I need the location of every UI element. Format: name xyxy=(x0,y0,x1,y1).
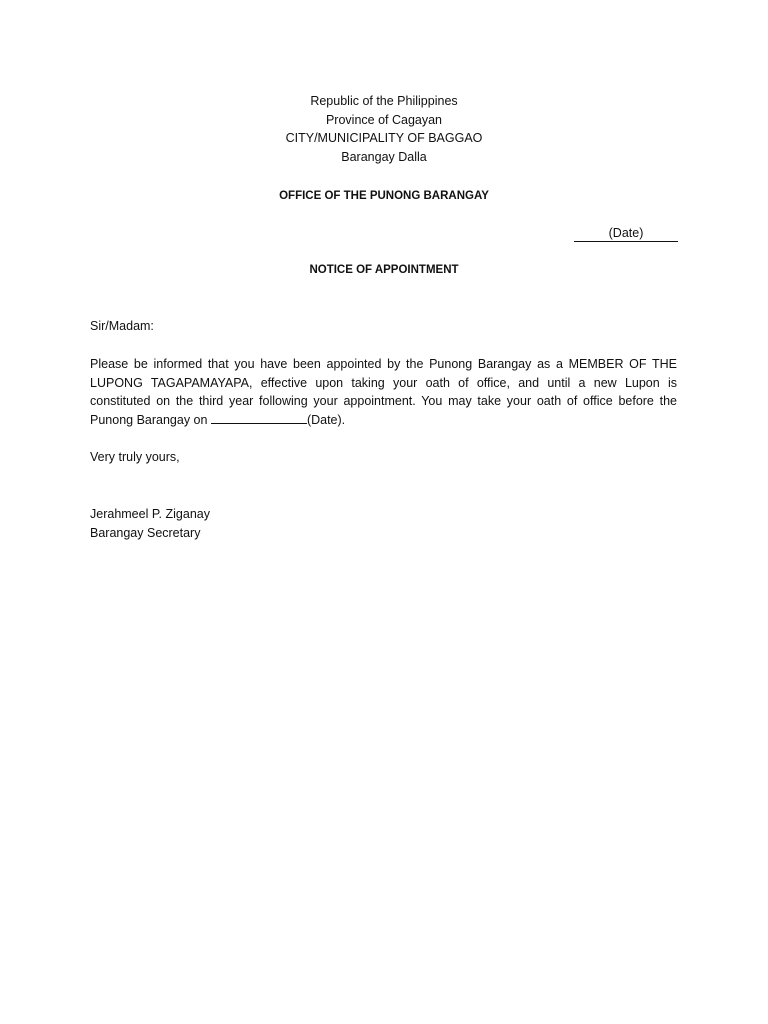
letterhead xyxy=(0,92,768,167)
notice-title: NOTICE OF APPOINTMENT xyxy=(309,264,459,276)
letterhead-province: Province of Cagayan xyxy=(325,112,443,127)
body-line: Please be informed that you have been appointed by the Punong Barangay as a MEMBER OF THE xyxy=(90,357,677,371)
body-line: constituted on the third year following your appointment. You may take your oath of office before the xyxy=(90,394,677,409)
signer-title: Barangay Secretary xyxy=(90,525,201,540)
body-paragraph xyxy=(90,355,677,430)
date-label: (Date) xyxy=(608,226,644,240)
body-line-suffix: (Date). xyxy=(306,413,346,428)
body-line-prefix: Punong Barangay on xyxy=(90,413,211,428)
signer-name: Jerahmeel P. Ziganay xyxy=(90,507,210,521)
office-title: OFFICE OF THE PUNONG BARANGAY xyxy=(279,190,489,202)
salutation: Sir/Madam: xyxy=(90,319,154,333)
date-field xyxy=(574,224,678,242)
letterhead-country: Republic of the Philippines xyxy=(310,94,458,108)
letterhead-barangay: Barangay Dalla xyxy=(341,150,427,165)
signature-block xyxy=(90,505,210,542)
letterhead-municipality: CITY/MUNICIPALITY OF BAGGAO xyxy=(285,131,483,146)
body-line: LUPONG TAGAPAMAYAPA, effective upon taking your oath of office, and until a new Lupon is xyxy=(90,375,677,390)
closing: Very truly yours, xyxy=(90,450,180,464)
oath-date-blank xyxy=(211,411,307,424)
body-line-last xyxy=(90,411,677,430)
